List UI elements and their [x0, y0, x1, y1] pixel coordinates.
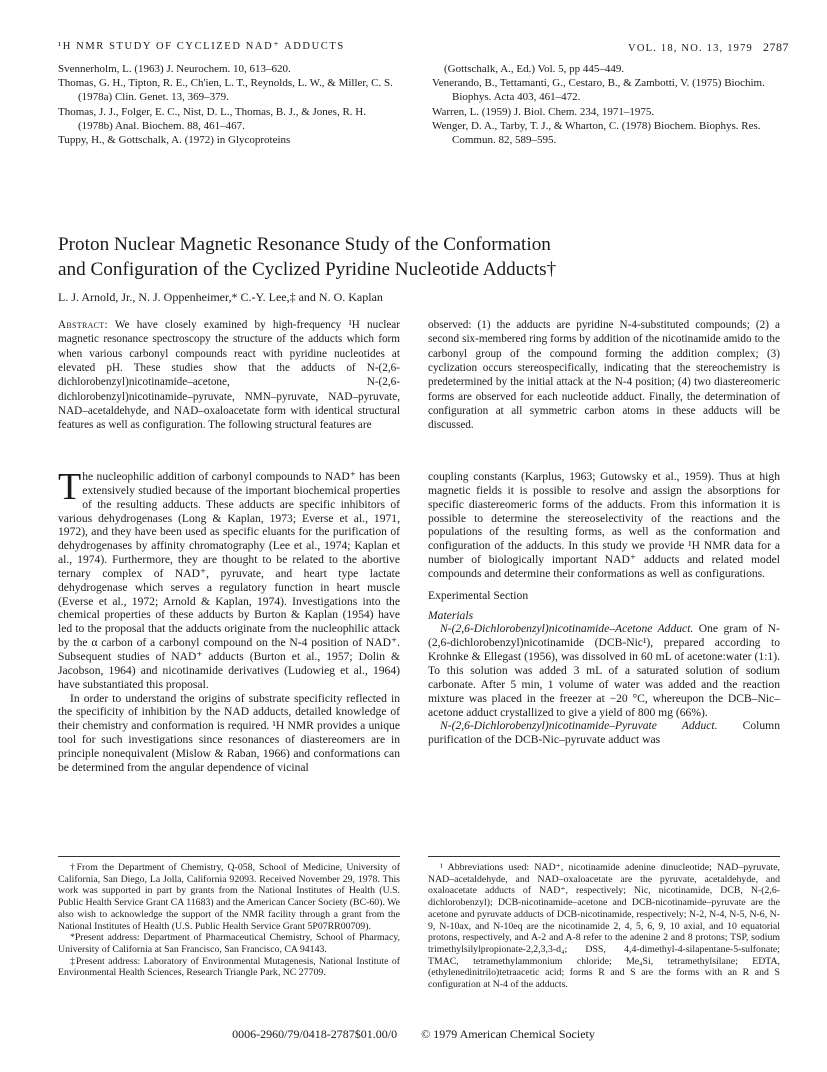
section-heading: Experimental Section	[428, 588, 529, 602]
body-paragraph	[428, 719, 780, 747]
reference-entry: Warren, L. (1959) J. Biol. Chem. 234, 1971–1975.	[432, 105, 655, 118]
drop-cap-initial: T	[58, 466, 82, 508]
journal-volume-issue: VOL. 18, NO. 13, 1979	[628, 43, 753, 54]
page-number: 2787	[763, 40, 789, 54]
footnote-divider-right	[428, 856, 780, 857]
article-title-line-1: Proton Nuclear Magnetic Resonance Study of the Conformation	[58, 234, 551, 255]
paragraph-run-in-heading: N-(2,6-Dichlorobenzyl)nicotinamide–Acetone Adduct.	[440, 622, 694, 636]
footnote-divider-left	[58, 856, 400, 857]
subsection-heading: Materials	[428, 608, 474, 622]
abstract-label: Abstract:	[58, 319, 108, 331]
article-title	[58, 232, 778, 282]
body-paragraph: coupling constants (Karplus, 1963; Gutowsky et al., 1959). Thus at high magnetic fields it is possible to resolve and assign the absorptions for specific diastereomeric forms of the adducts. From this information it is possible to determine the stereoselectivity of the reactions and the populations of the resulting forms, as well as the conformation and configuration of the adducts. In this study we provide ¹H NMR data for a number of biologically important NAD⁺ adducts and related model compounds and determine their conformations as well as configurations.	[428, 470, 780, 580]
abstract-left-column	[58, 318, 400, 433]
reference-entry: Thomas, J. J., Folger, E. C., Nist, D. L., Thomas, B. J., & Jones, R. H. (1978b) Anal. Biochem. 88, 461–467.	[58, 105, 366, 132]
footnote-present-address: ‡Present address: Laboratory of Environmental Mutagenesis, National Institute of Environmental Health Sciences, Research Triangle Park, NC 27709.	[58, 955, 400, 979]
footnotes-right-column	[428, 862, 780, 991]
footnote-abbreviations: ¹ Abbreviations used: NAD⁺, nicotinamide adenine dinucleotide; NAD–pyruvate, NAD–acetaldehyde, and NAD–oxaloacetate are the pyruvate, acetaldehyde, and oxaloacetate adducts of NAD⁺, respectively; Nic, nicotinamide, DCB, N-(2,6-dichlorobenzyl); DCB-nicotinamide–acetone and DCB-nicotinamide–pyruvate are the acetone and pyruvate adducts of DCB-nicotinamide, respectively; N-2, N-4, N-5, N-6, N-9, N-10ax, and N-10eq are the nicotinamide 2, 4, 5, 6, 9, 10 axial, and 10 equatorial protons, respectively, and A-2 and A-8 refer to the adenine 2 and 8 protons; TSP, sodium trimethylsilylpropionate-2,2,3,3-d₄; DSS, 4,4-dimethyl-4-silapentane-5-sulfonate; TMAC, tetramethylammonium chloride; Me₄Si, tetramethylsilane; EDTA, (ethylenedinitrilo)tetraacetic acid; forms R and S are the forms with an R and S configuration at N-4 of the adducts.	[428, 862, 780, 991]
paragraph-run-in-heading: N-(2,6-Dichlorobenzyl)nicotinamide–Pyruvate Adduct.	[440, 719, 718, 733]
body-right-column	[428, 470, 780, 747]
footnotes-left-column	[58, 862, 400, 979]
article-code: 0006-2960/79/0418-2787$01.00/0	[232, 1027, 398, 1041]
article-authors: L. J. Arnold, Jr., N. J. Oppenheimer,* C.-Y. Lee,‡ and N. O. Kaplan	[58, 290, 383, 304]
footnote-present-address: *Present address: Department of Pharmaceutical Chemistry, School of Pharmacy, University of California at San Francisco, San Francisco, CA 94143.	[58, 932, 400, 955]
body-paragraph: In order to understand the origins of substrate specificity reflected in the specificity of inhibition by the NAD adducts, detailed knowledge of their chemistry and conformation is required. ¹H NMR provides a unique tool for such investigations since resonances of diastereomers are in principle nonequivalent (Mislow & Raban, 1966) and conformations can be determined from the angular dependence of vicinal	[58, 691, 400, 774]
article-title-line-2: and Configuration of the Cyclized Pyridine Nucleotide Adducts†	[58, 259, 557, 280]
abstract-text-part-1: We have closely examined by high-frequency ¹H nuclear magnetic resonance spectroscopy the structure of the adducts which form when various carbonyl compounds react with pyridine nucleotides at elevated pH. These studies show that the adducts of N-(2,6-dichlorobenzyl)nicotinamide–acetone, N-(2,6-dichlorobenzyl)nicotinamide–pyruvate, NMN–pyruvate, NAD–pyruvate, NAD–acetaldehyde, and NAD–oxaloacetate form with identical structural features as well as configuration. The following structural features are	[58, 319, 400, 432]
copyright-notice: © 1979 American Chemical Society	[421, 1027, 595, 1041]
body-paragraph	[428, 622, 780, 719]
running-header-info	[628, 40, 789, 55]
intro-paragraph	[58, 466, 400, 692]
reference-entry: Svennerholm, L. (1963) J. Neurochem. 10, 613–620.	[58, 63, 291, 75]
references-left-column	[58, 62, 398, 147]
footnote-affiliation: †From the Department of Chemistry, Q-058, School of Medicine, University of California, San Diego, La Jolla, California 92093. Received November 29, 1978. This work was supported in part by grants from the National Institutes of Health (U.S. Public Health Service Grant CA 11683) and the American Cancer Society (BC-60). We also wish to acknowledge the support of the NMR facility through a grant from the National Institutes of Health (U.S. Public Health Service Grant 5P07RR00709).	[58, 862, 400, 932]
paragraph-text: One gram of N-(2,6-dichlorobenzyl)nicotinamide (DCB-Nic¹), prepared according to Krohnke & Ellegast (1956), was dissolved in 60 mL of acetone:water (1:1). To this solution was added 3 mL of a saturated solution of sodium carbonate. After 5 min, 1 volume of water was added and the reaction mixture was placed in the freezer at −20 °C, whereupon the DCB–Nic–acetone adduct crystallized to give a yield of 800 mg (66%).	[428, 622, 781, 719]
reference-entry: Venerando, B., Tettamanti, G., Cestaro, B., & Zambotti, V. (1975) Biochim. Biophys. Acta 403, 461–472.	[432, 77, 765, 104]
page-footer	[0, 1027, 827, 1042]
running-header-title: ¹H NMR STUDY OF CYCLIZED NAD⁺ ADDUCTS	[58, 41, 345, 52]
body-left-column	[58, 466, 400, 775]
references-right-column	[432, 62, 780, 147]
abstract-right-column: observed: (1) the adducts are pyridine N-4-substituted compounds; (2) a second six-membered ring forms by addition of the nicotinamide amido to the carbonyl group of the compound forming the addition complex; (3) cyclization occurs stereospecifically, indicating that the stereochemistry is predetermined by the initial attack at the N-4 position; (4) two diastereomeric forms are observed for each nucleotide adduct. Finally, the determination of configuration at all symmetric carbon atoms in these adducts will be discussed.	[428, 319, 780, 432]
intro-paragraph-text: he nucleophilic addition of carbonyl compounds to NAD⁺ has been extensively studied because of the important biochemical properties of the resulting adducts. These adducts are specific inhibitors of various dehydrogenases (Long & Kaplan, 1973; Everse et al., 1971, 1972), and they have been used as specific eluants for the purification of dehydrogenases by affinity chromatography (Lee et al., 1974; Kaplan et al., 1974). Furthermore, they are thought to be related to the abortive ternary complex of NAD⁺, pyruvate, and heart type lactate dehydrogenase which serves a regulatory function in heart muscle (Everse et al., 1972; Arnold & Kaplan, 1974). Investigations into the chemical properties of these adducts by Burton & Kaplan (1954) have led to the proposal that the adducts originate from the nucleophilic attack by the α carbon of a carbonyl compound on the N-4 position of NAD⁺. Subsequent studies of NAD⁺ adducts (Burton et al., 1957; Dolin & Jacobson, 1964) and nicotinamide derivatives (Ludowieg et al., 1964) have substantiated this proposal.	[58, 470, 400, 691]
reference-entry: Wenger, D. A., Tarby, T. J., & Wharton, C. (1978) Biochem. Biophys. Res. Commun. 82, 589–595.	[432, 119, 761, 147]
paragraph-text: Column purification of the DCB-Nic–pyruvate adduct was	[428, 719, 780, 747]
reference-entry: Tuppy, H., & Gottschalk, A. (1972) in Glycoproteins	[58, 134, 291, 147]
reference-entry: Thomas, G. H., Tipton, R. E., Ch'ien, L. T., Reynolds, L. W., & Miller, C. S. (1978a) Clin. Genet. 13, 369–379.	[58, 77, 393, 104]
reference-entry: (Gottschalk, A., Ed.) Vol. 5, pp 445–449.	[444, 63, 625, 75]
